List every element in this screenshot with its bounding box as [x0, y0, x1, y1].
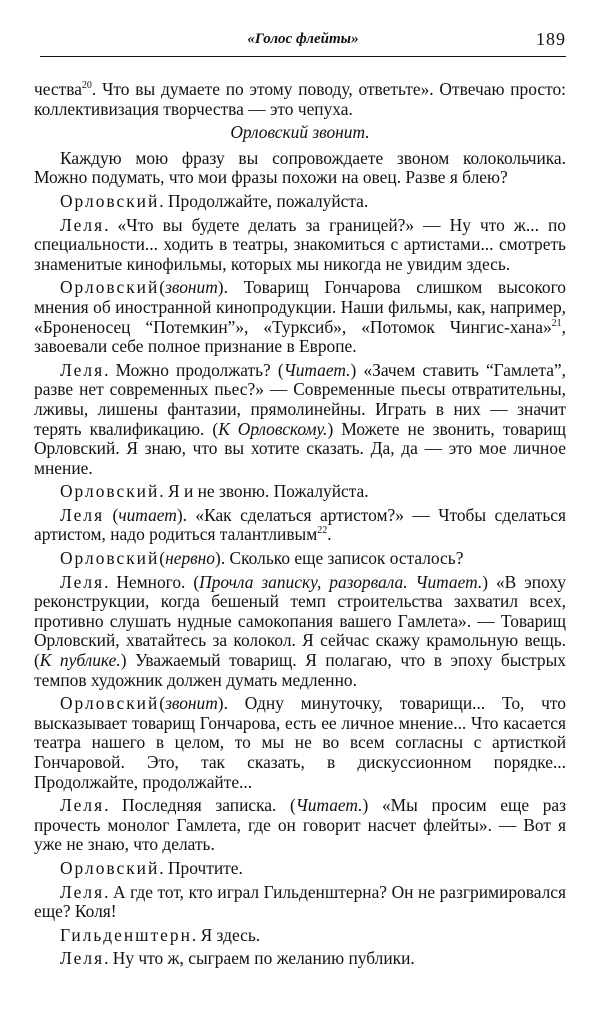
paragraph: чества$^{20}$. Что вы думаете по этому поводу, ответьте». Отвечаю просто: коллективизация творчества — это чепуха. — [34, 79, 566, 119]
stage-direction: читает — [118, 504, 177, 525]
stage-direction: звонит — [165, 693, 218, 714]
speaker-name: Леля — [60, 214, 105, 235]
page-header — [40, 28, 566, 57]
speaker-name: Леля — [60, 948, 105, 969]
stage-direction: Читает. — [295, 795, 363, 816]
stage-direction: К публике. — [39, 650, 121, 671]
footnote-ref[interactable]: 20 — [81, 80, 92, 92]
paragraph: Орловский(звонит). Одну минуточку, товарищи... То, что высказывает товарищ Гончарова, есть ее личное мнение... Что касается театра нашего в целом, то мы не во всем согласны с артисткой Гончаровой. Это, так сказать, в дискуссионном порядке... Продолжайте, продолжайте... — [34, 693, 566, 792]
paragraph: Леля (читает). «Как сделаться артистом?» — Чтобы сделаться артистом, надо родиться талантливым$^{22}$. — [34, 504, 567, 545]
paragraph: Леля. Последняя записка. (Читает.) «Мы просим еще раз прочесть монолог Гамлета, где он говорит насчет флейты». — Вот я уже не знаю, что делать. — [34, 795, 566, 855]
speaker-name: Орловский — [60, 548, 160, 569]
stage-direction: К Орловскому. — [218, 418, 328, 439]
running-title: «Голос флейты» — [247, 31, 359, 47]
speaker-name: Орловский — [60, 277, 160, 298]
stage-direction: Читает. — [283, 359, 351, 380]
footnote-ref[interactable]: 22 — [317, 525, 328, 537]
page-number: 189 — [536, 29, 566, 49]
footnote-ref[interactable]: 21 — [551, 317, 562, 329]
stage-direction: звонит — [165, 277, 218, 298]
speaker-name: Орловский — [60, 481, 160, 502]
paragraph: Леля. Ну что ж, сыграем по желанию публики. — [60, 948, 415, 969]
paragraph: Каждую мою фразу вы сопровождаете звоном колокольчика. Можно подумать, что мои фразы похожи на овец. Разве я блею? — [34, 147, 566, 188]
paragraph: Леля. А где тот, кто играл Гильденштерна? Он не разгримировался еще? Коля! — [34, 881, 566, 922]
paragraph: Орловский(звонит). Товарищ Гончарова слишком высокого мнения об иностранной кинопродукции. Наши фильмы, как, например, «Броненосец “Потемкин”», «Турксиб», «Потомок Чингис-хана»$^{21}$, завоевали себе полное признание в Европе. — [34, 277, 566, 357]
stage-direction: Прочла записку, разорвала. Читает. — [199, 571, 483, 592]
paragraph: Леля. Немного. (Прочла записку, разорвала. Читает.) «В эпоху реконструкции, когда бешеный темп строительства захватил всех, противно слушать нудные самокопания вашего Гамлета». — Товарищ Орловский, хватайтесь за колокол. Я сейчас скажу крамольную вещь. (К публике.) Уважаемый товарищ. Я полагаю, что в эпоху быстрых темпов художник должен думать медленно. — [34, 571, 566, 690]
speaker-name: Орловский — [60, 857, 160, 878]
speaker-name: Леля — [60, 504, 105, 525]
paragraph: Леля. Можно продолжать? (Читает.) «Зачем ставить “Гамлета”, разве нет современных пьес?» — Современные пьесы отвратительны, лживы, лишены фантазии, прямолинейны. Играть в них — значит терять квалификацию. (К Орловскому.) Можете не звонить, товарищ Орловский. Я знаю, что вы хотите сказать. Да, да — это мое личное мнение. — [34, 359, 566, 478]
paragraph: Орловский(нервно). Сколько еще записок осталось? — [60, 548, 464, 569]
speaker-name: Орловский — [60, 190, 160, 211]
stage-direction: Орловский звонит. — [230, 122, 370, 143]
paragraph: Орловский. Продолжайте, пожалуйста. — [60, 190, 369, 211]
paragraph: Орловский. Прочтите. — [60, 857, 243, 878]
page-body — [34, 80, 566, 973]
speaker-name: Леля — [60, 881, 105, 902]
paragraph: Леля. «Что вы будете делать за границей?» — Ну что ж... по специальности... ходить в театры, знакомиться с артистами... смотреть знаменитые кинофильмы, которых мы никогда не увидим здесь. — [34, 214, 566, 274]
stage-direction: нервно — [165, 548, 216, 569]
paragraph: Орловский. Я и не звоню. Пожалуйста. — [60, 481, 369, 502]
speaker-name: Леля — [60, 795, 105, 816]
paragraph: Гильденштерн. Я здесь. — [60, 924, 261, 945]
speaker-name: Леля — [60, 359, 105, 380]
speaker-name: Орловский — [60, 693, 160, 714]
speaker-name: Леля — [60, 571, 105, 592]
speaker-name: Гильденштерн — [60, 924, 192, 945]
